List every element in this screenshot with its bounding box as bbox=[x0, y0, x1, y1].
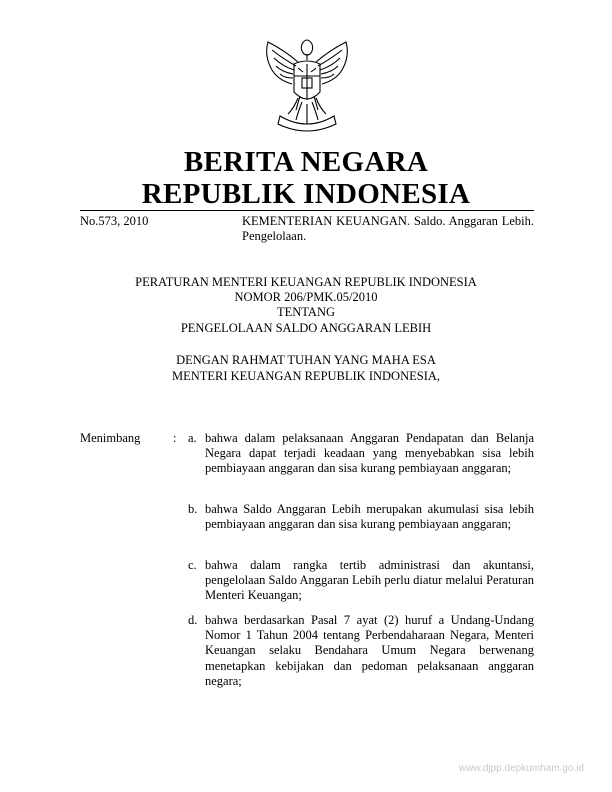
footer-url: www.djpp.depkumham.go.id bbox=[458, 763, 584, 774]
considering-item-c bbox=[188, 558, 534, 604]
considering-item-a bbox=[188, 431, 534, 477]
considering-item-d bbox=[188, 613, 534, 689]
document-number: No.573, 2010 bbox=[80, 214, 149, 228]
considering-colon: : bbox=[173, 431, 177, 445]
item-letter: b. bbox=[188, 502, 198, 516]
item-text: bahwa berdasarkan Pasal 7 ayat (2) huruf a Undang-Undang Nomor 1 Tahun 2004 tentang Perbendaharaan Negara, Menteri Keuangan selaku Bendahara Umum Negara berwenang menetapkan kebijakan dan pedoman pelaksanaan anggaran negara; bbox=[205, 613, 534, 688]
regulation-number: NOMOR 206/PMK.05/2010 bbox=[234, 290, 378, 304]
item-letter: d. bbox=[188, 613, 198, 627]
item-letter: c. bbox=[188, 558, 197, 572]
regulation-subject: PENGELOLAAN SALDO ANGGARAN LEBIH bbox=[180, 321, 432, 335]
regulation-about: TENTANG bbox=[276, 305, 335, 319]
issuer: MENTERI KEUANGAN REPUBLIK INDONESIA, bbox=[171, 369, 441, 383]
document-subject: KEMENTERIAN KEUANGAN. Saldo. Anggaran Lebih. Pengelolaan. bbox=[242, 214, 534, 243]
item-text: bahwa dalam rangka tertib administrasi dan akuntansi, pengelolaan Saldo Anggaran Lebih perlu diatur melalui Peraturan Menteri Keuangan; bbox=[205, 558, 534, 603]
title-line-2: REPUBLIK INDONESIA bbox=[141, 178, 471, 210]
considering-item-b bbox=[188, 502, 534, 532]
item-text: bahwa dalam pelaksanaan Anggaran Pendapatan dan Belanja Negara dapat terjadi keadaan yang menyebabkan sisa lebih pembiayaan anggaran dan sisa kurang pembiayaan anggaran; bbox=[205, 431, 534, 476]
regulation-title: PERATURAN MENTERI KEUANGAN REPUBLIK INDONESIA bbox=[135, 275, 477, 289]
garuda-pancasila-emblem-icon bbox=[258, 36, 356, 136]
title-line-1: BERITA NEGARA bbox=[183, 146, 429, 178]
title-divider bbox=[80, 210, 534, 211]
invocation: DENGAN RAHMAT TUHAN YANG MAHA ESA bbox=[176, 353, 436, 367]
considering-label: Menimbang bbox=[80, 431, 141, 445]
item-text: bahwa Saldo Anggaran Lebih merupakan akumulasi sisa lebih pembiayaan anggaran dan sisa kurang pembiayaan anggaran; bbox=[205, 502, 534, 532]
item-letter: a. bbox=[188, 431, 197, 445]
